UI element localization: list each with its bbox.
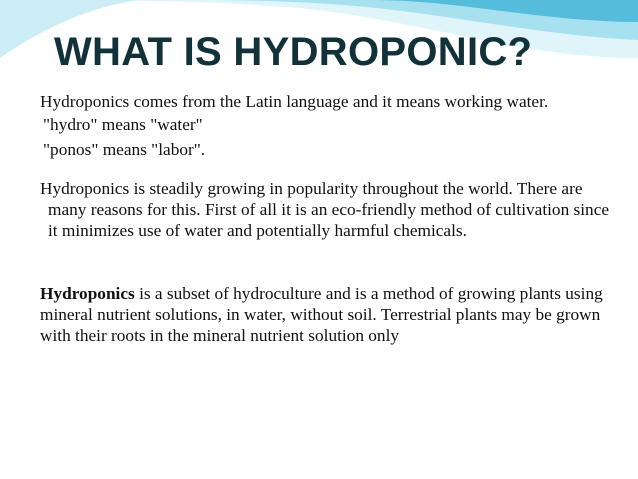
paragraph-subset-text: is a subset of hydroculture and is a method of growing plants using mineral nutrient solutions, in water, without soil. Terrestrial plants may be grown with their roots in the mineral nutrient solution only <box>40 284 603 345</box>
definition-lines <box>40 114 620 160</box>
definition-hydro: "hydro" means "water" <box>43 115 203 134</box>
slide-body <box>40 91 620 346</box>
term-hydroponics: Hydroponics <box>40 284 135 303</box>
paragraph-subset-definition <box>40 283 620 346</box>
definition-ponos: "ponos" means "labor". <box>43 140 206 159</box>
paragraph-popularity: Hydroponics is steadily growing in popularity throughout the world. There are many reasons for this. First of all it is an eco-friendly method of cultivation since it minimizes use of water and potentially harmful chemicals. <box>40 179 610 240</box>
page-title: WHAT IS HYDROPONIC? <box>54 30 533 74</box>
paragraph-latin-origin: Hydroponics comes from the Latin language and it means working water. <box>40 92 549 111</box>
